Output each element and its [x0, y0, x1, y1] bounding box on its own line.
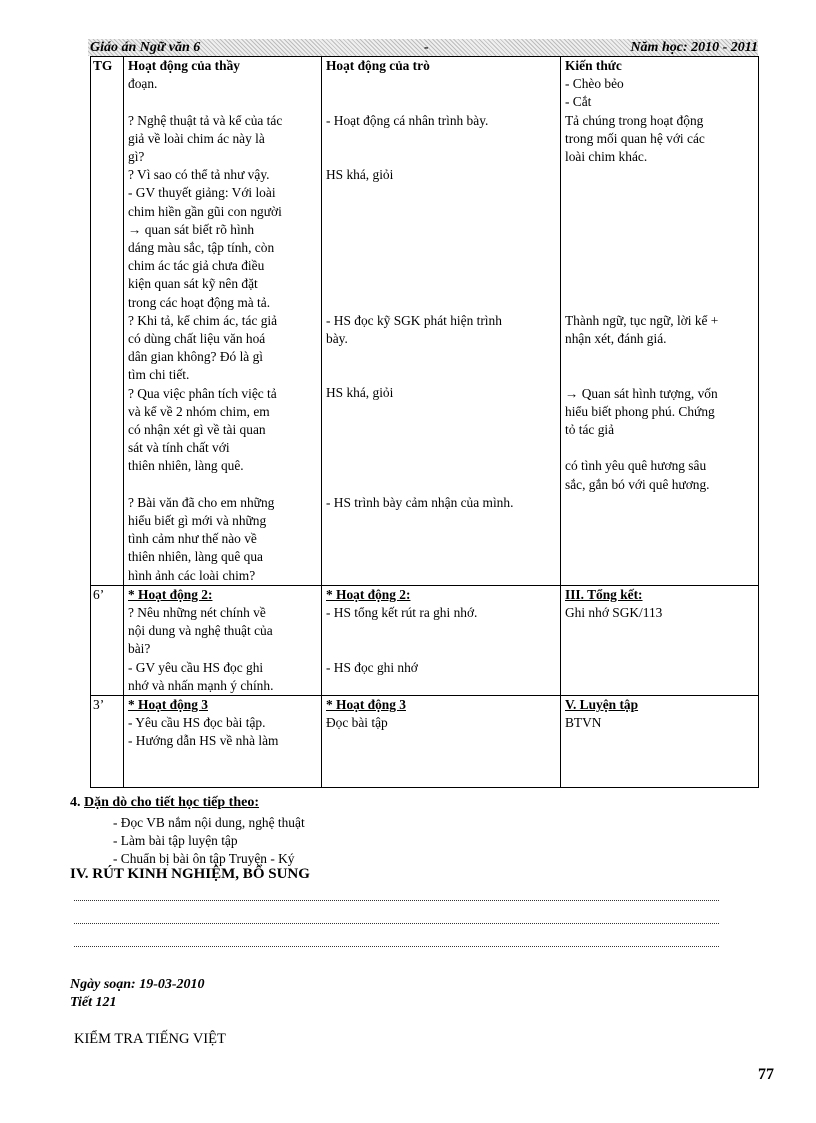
- header-separator: -: [424, 40, 429, 55]
- cell-line: có dùng chất liệu văn hoá: [128, 331, 266, 347]
- cell-line: dáng màu sắc, tập tính, còn: [128, 240, 275, 256]
- cell-line: HS khá, giỏi: [326, 167, 394, 183]
- cell-line: [565, 221, 758, 239]
- cell-line: ? Khi tả, kể chim ác, tác giả: [128, 312, 278, 328]
- table-row: [91, 57, 759, 586]
- cell-line: [326, 475, 560, 493]
- dotted-line: [74, 923, 719, 924]
- cell-line: [326, 148, 560, 166]
- cell-line: - HS đọc ghi nhớ: [326, 659, 418, 675]
- cell-line: - Chèo bẻo: [565, 76, 624, 92]
- header-school-year: Năm học: 2010 - 2011: [630, 40, 758, 55]
- header-tg: TG: [93, 58, 113, 73]
- section-4-item: - Làm bài tập luyện tập: [113, 833, 238, 848]
- cell-line: - GV thuyết giảng: Với loài: [128, 185, 276, 201]
- cell-line: đoạn.: [128, 76, 158, 92]
- block-2-student-cell: [322, 585, 561, 695]
- cell-line: [326, 130, 560, 148]
- cell-line: [565, 239, 758, 257]
- cell-line: - Cắt: [565, 94, 592, 110]
- cell-line: nhớ và nhấn mạnh ý chính.: [128, 677, 274, 693]
- cell-line: ? Nghệ thuật tả và kể của tác: [128, 112, 283, 128]
- cell-line: - HS đọc kỹ SGK phát hiện trình: [326, 312, 502, 328]
- preparation-date: Ngày soạn: 19-03-2010: [70, 977, 205, 992]
- cell-line: loài chim khác.: [565, 149, 648, 165]
- cell-line: hình ảnh các loài chim?: [128, 567, 256, 583]
- block-3-teacher-title: * Hoạt động 3: [128, 697, 208, 713]
- lesson-table: [90, 56, 759, 788]
- cell-line: [326, 366, 560, 384]
- cell-line: thiên nhiên, làng quê qua: [128, 549, 263, 565]
- block-3-knowledge-cell: [561, 696, 759, 788]
- section-iv-heading: IV. RÚT KINH NGHIỆM, BỔ SUNG: [70, 866, 310, 882]
- cell-line: sắc, gắn bó với quê hương.: [565, 476, 710, 492]
- block-2-knowledge-cell: [561, 585, 759, 695]
- cell-line: [565, 203, 758, 221]
- section-4-item: - Đọc VB nắm nội dung, nghệ thuật: [113, 815, 305, 830]
- block-3-knowledge-lines: [565, 714, 758, 732]
- block-2-knowledge-title: III. Tổng kết:: [565, 586, 643, 602]
- block-2-teacher-title: * Hoạt động 2:: [128, 586, 213, 602]
- block-3-time: 3’: [93, 697, 105, 713]
- block-3-teacher-cell: [124, 696, 322, 788]
- block-3-teacher-lines: [128, 714, 321, 750]
- table-row: [91, 696, 759, 788]
- section-4-item: - Chuẩn bị bài ôn tập Truyện - Ký: [113, 851, 295, 866]
- cell-line: [326, 221, 560, 239]
- cell-line: tìm chi tiết.: [128, 367, 190, 383]
- cell-line: [128, 93, 321, 111]
- header-student: Hoạt động của trò: [326, 58, 430, 73]
- cell-line: chim ác tác giả chưa điều: [128, 258, 265, 274]
- cell-line: [326, 640, 560, 658]
- block-3-student-lines: [326, 714, 560, 732]
- cell-line: - HS tổng kết rút ra ghi nhớ.: [326, 605, 478, 621]
- cell-line: giả về loài chim ác này là: [128, 130, 265, 146]
- block-3-knowledge-title: V. Luyện tập: [565, 697, 639, 713]
- block-2-knowledge-lines: [565, 604, 758, 622]
- section-4-heading: [70, 795, 259, 811]
- block-1-tg-cell: [91, 57, 124, 586]
- section-4-title: Dặn dò cho tiết học tiếp theo:: [84, 795, 259, 810]
- block-2-tg-cell: [91, 585, 124, 695]
- cell-line: - GV yêu cầu HS đọc ghi: [128, 659, 264, 675]
- cell-line: [326, 275, 560, 293]
- page-number: 77: [758, 1066, 774, 1083]
- header-subject: Giáo án Ngữ văn 6: [90, 40, 201, 55]
- cell-line: BTVN: [565, 715, 602, 731]
- cell-line: - HS trình bày cảm nhận của mình.: [326, 494, 514, 510]
- dotted-line: [74, 900, 719, 901]
- cell-line: → quan sát biết rõ hình: [128, 221, 255, 237]
- cell-line: - Hoạt động cá nhân trình bày.: [326, 112, 489, 128]
- cell-line: [326, 75, 560, 93]
- cell-line: tình cảm như thế nào về: [128, 531, 257, 547]
- block-1-student-lines: [326, 75, 560, 512]
- cell-line: → Quan sát hình tượng, vốn: [565, 385, 718, 401]
- block-3-student-cell: [322, 696, 561, 788]
- block-2-student-lines: [326, 604, 560, 677]
- cell-line: trong các hoạt động mà tả.: [128, 294, 271, 310]
- block-1-teacher-lines: [128, 75, 321, 585]
- cell-line: HS khá, giỏi: [326, 385, 394, 401]
- cell-line: [565, 257, 758, 275]
- cell-line: [565, 184, 758, 202]
- cell-line: Thành ngữ, tục ngữ, lời kể +: [565, 312, 719, 328]
- cell-line: dân gian không? Đó là gì: [128, 349, 263, 365]
- cell-line: trong mối quan hệ với các: [565, 130, 705, 146]
- block-1-knowledge-cell: [561, 57, 759, 586]
- header-knowledge: Kiến thức: [565, 58, 622, 73]
- block-1-teacher-cell: [124, 57, 322, 586]
- cell-line: ? Bài văn đã cho em những: [128, 494, 275, 510]
- cell-line: [326, 421, 560, 439]
- cell-line: [565, 166, 758, 184]
- cell-line: [326, 203, 560, 221]
- cell-line: [565, 439, 758, 457]
- cell-line: thiên nhiên, làng quê.: [128, 458, 244, 474]
- cell-line: và kể về 2 nhóm chim, em: [128, 403, 270, 419]
- block-2-student-title: * Hoạt động 2:: [326, 586, 411, 602]
- cell-line: Đọc bài tập: [326, 715, 388, 731]
- cell-line: hiểu biết phong phú. Chứng: [565, 403, 715, 419]
- cell-line: kiện quan sát kỹ nên đặt: [128, 276, 258, 292]
- cell-line: có nhận xét gì về tài quan: [128, 422, 266, 438]
- block-2-teacher-lines: [128, 604, 321, 695]
- cell-line: [326, 348, 560, 366]
- cell-line: sát và tính chất với: [128, 440, 230, 456]
- table-row: [91, 585, 759, 695]
- cell-line: [128, 476, 321, 494]
- cell-line: [326, 93, 560, 111]
- dotted-line: [74, 946, 719, 947]
- cell-line: [565, 366, 758, 384]
- cell-line: có tình yêu quê hương sâu: [565, 458, 707, 474]
- cell-line: - Hướng dẫn HS về nhà làm: [128, 733, 279, 749]
- cell-line: [565, 348, 758, 366]
- cell-line: Ghi nhớ SGK/113: [565, 605, 663, 621]
- block-2-teacher-cell: [124, 585, 322, 695]
- cell-line: [326, 403, 560, 421]
- cell-line: nội dung và nghệ thuật của: [128, 623, 273, 639]
- cell-line: gì?: [128, 149, 145, 164]
- page-header: [88, 39, 758, 56]
- cell-line: hiểu biết gì mới và những: [128, 513, 267, 529]
- cell-line: [565, 294, 758, 312]
- next-lesson-title: KIỂM TRA TIẾNG VIỆT: [74, 1031, 226, 1047]
- block-1-student-cell: [322, 57, 561, 586]
- cell-line: chim hiền gần gũi con người: [128, 203, 282, 219]
- block-3-student-title: * Hoạt động 3: [326, 697, 406, 713]
- cell-line: [326, 457, 560, 475]
- cell-line: ? Nêu những nét chính về: [128, 605, 266, 621]
- cell-line: [565, 275, 758, 293]
- cell-line: [326, 622, 560, 640]
- cell-line: ? Vì sao có thể tả như vậy.: [128, 167, 270, 183]
- section-4-number: 4.: [70, 795, 81, 810]
- block-1-knowledge-lines: [565, 75, 758, 494]
- lesson-number: Tiết 121: [70, 995, 117, 1010]
- cell-line: [326, 293, 560, 311]
- cell-line: ? Qua việc phân tích việc tả: [128, 385, 277, 401]
- cell-line: [326, 239, 560, 257]
- cell-line: bài?: [128, 641, 151, 657]
- cell-line: tỏ tác giả: [565, 421, 615, 437]
- block-3-tg-cell: [91, 696, 124, 788]
- cell-line: - Yêu cầu HS đọc bài tập.: [128, 715, 266, 731]
- block-2-time: 6’: [93, 586, 105, 602]
- cell-line: bày.: [326, 330, 348, 346]
- header-teacher: Hoạt động của thầy: [128, 58, 240, 73]
- cell-line: [326, 257, 560, 275]
- cell-line: Tả chúng trong hoạt động: [565, 112, 704, 128]
- cell-line: [326, 439, 560, 457]
- cell-line: [326, 184, 560, 202]
- cell-line: nhận xét, đánh giá.: [565, 330, 667, 346]
